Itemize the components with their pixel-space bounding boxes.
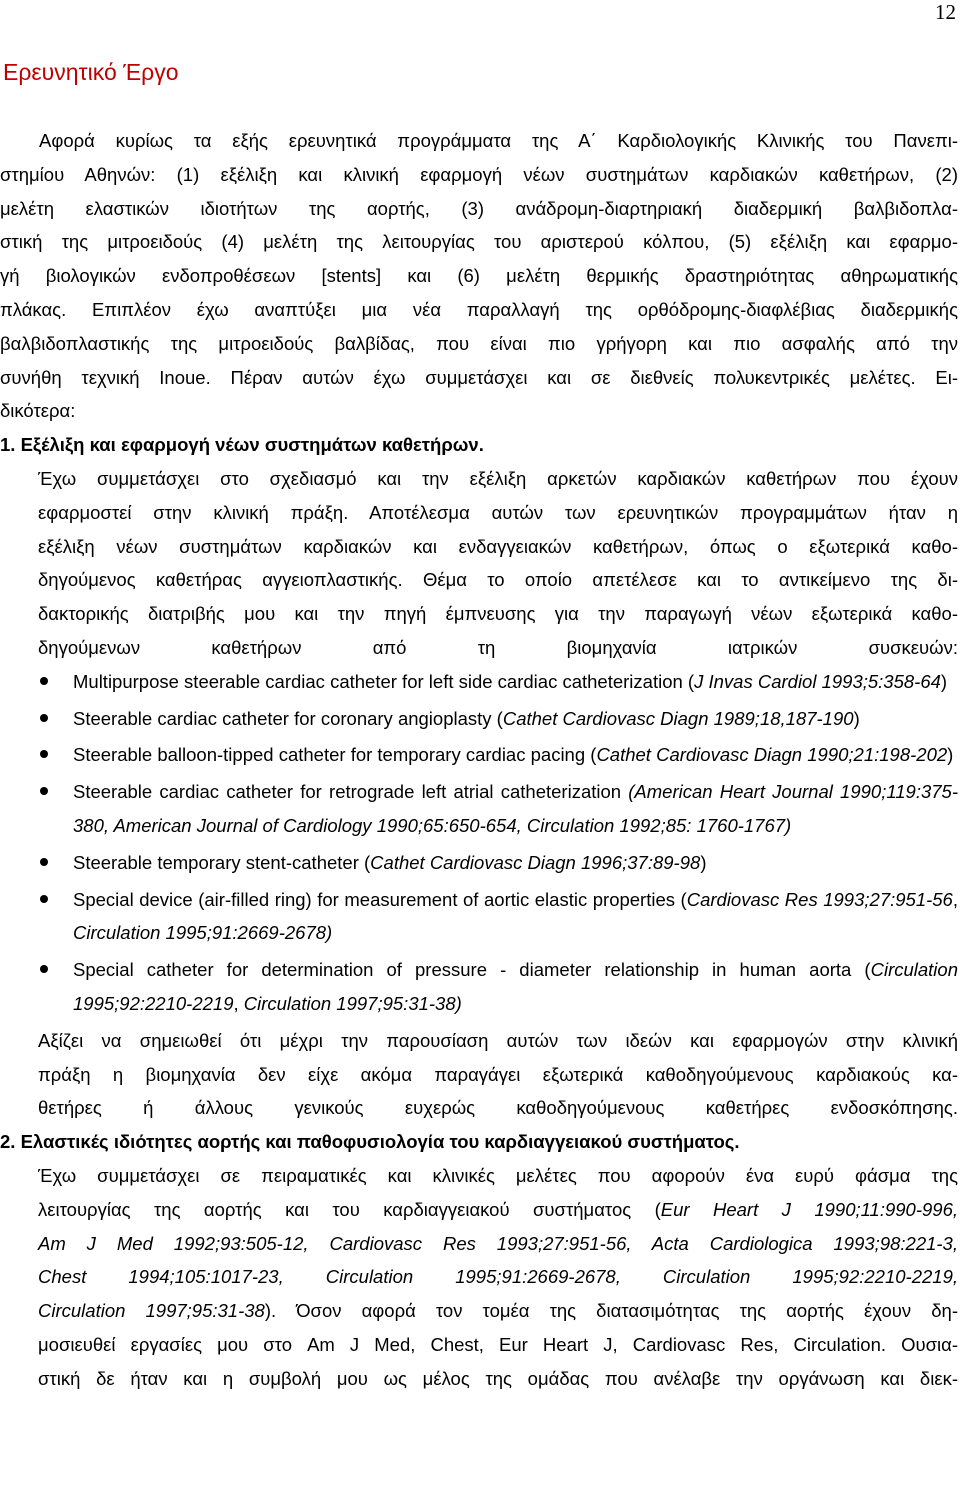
text-line: στημίου Αθηνών: (1) εξέλιξη και κλινική εφαρμογή νέων συστημάτων καρδιακών καθετήρων, (2) (0, 163, 958, 185)
list-item: Steerable temporary stent-catheter (Cathet Cardiovasc Diagn 1996;37:89-98) (0, 846, 958, 880)
list-item: Multipurpose steerable cardiac catheter for left side cardiac catheterization (J Invas Cardiol 1993;5:358-64) (0, 665, 958, 699)
text-line: γή βιολογικών ενδοπροθέσεων [stents] και (6) μελέτη θερμικής δραστηριότητας αθηρωματικής (0, 265, 958, 287)
text-line: θετήρες ή άλλους γενικούς ευχερώς καθοδηγούμενους καθετήρες ενδοσκόπησης. (38, 1097, 958, 1119)
text-line: Chest 1994;105:1017-23, Circulation 1995;91:2669-2678, Circulation 1995;92:2210-2219, (38, 1266, 958, 1288)
text-line: Έχω συμμετάσχει στο σχεδιασμό και την εξέλιξη αρκετών καρδιακών καθετήρων που έχουν (38, 467, 958, 489)
document-body (0, 124, 958, 1395)
page-title: Ερευνητικό Έργο (3, 59, 179, 85)
text-line: δηγούμενων καθετήρων από τη βιομηχανία ιατρικών συσκευών: (38, 636, 958, 658)
page-number: 12 (935, 0, 956, 24)
section-2-heading: 2. Ελαστικές ιδιότητες αορτής και παθοφυσιολογία του καρδιαγγειακού συστήματος. (0, 1131, 740, 1153)
list-item: Steerable cardiac catheter for retrograde left atrial catheterization (American Heart Journal 1990;119:375-380, American Journal of Cardiology 1990;65:650-654, Circulation 1992;85: 1760-1767) (0, 775, 958, 843)
text-line: βαλβιδοπλαστικής της μιτροειδούς βαλβίδας, που είναι πιο γρήγορη και πιο ασφαλής από την (0, 332, 958, 354)
bullet-icon (40, 965, 48, 973)
text-line: Circulation 1997;95:31-38). Όσον αφορά τον τομέα της διατασιμότητας της αορτής έχουν δη- (38, 1300, 958, 1322)
text-line: πλάκας. Επιπλέον έχω αναπτύξει μια νέα παραλλαγή της ορθόδρομης-διαφλέβιας διαδερμικής (0, 298, 958, 320)
intro-paragraph (0, 124, 958, 158)
text-line: Am J Med 1992;93:505-12, Cardiovasc Res 1993;27:951-56, Acta Cardiologica 1993;98:221-3, (38, 1232, 958, 1254)
bullet-icon (40, 895, 48, 903)
text-line: δικότερα: (0, 400, 76, 422)
text-line: μοσιευθεί εργασίες μου στο Am J Med, Chest, Eur Heart J, Cardiovasc Res, Circulation. Ουσια- (38, 1333, 958, 1355)
section-1-closing (0, 1024, 958, 1125)
text-line: στική δε ήταν και η συμβολή μου ως μέλος της ομάδας που ανέλαβε την οργάνωση και διεκ- (38, 1367, 958, 1389)
bullet-icon (40, 677, 48, 685)
text-line: εξέλιξη νέων συστημάτων καρδιακών και ενδαγγειακών καθετήρων, όπως ο εξωτερικά καθο- (38, 535, 958, 557)
section-2-paragraph (0, 1159, 958, 1396)
text-line: λειτουργίας της αορτής και του καρδιαγγειακού συστήματος (Eur Heart J 1990;11:990-996, (38, 1198, 959, 1220)
bullet-icon (40, 787, 48, 795)
section-1-heading: 1. Εξέλιξη και εφαρμογή νέων συστημάτων καθετήρων. (0, 434, 484, 456)
catheter-list (0, 665, 958, 1021)
text-line: πράξη η βιομηχανία δεν είχε ακόμα παραγάγει εξωτερικά καθοδηγούμενους καρδιακούς κα- (38, 1063, 958, 1085)
text-line: δηγούμενος καθετήρας αγγειοπλαστικής. Θέμα το οποίο απετέλεσε και το αντικείμενο της δι- (38, 569, 958, 591)
list-item: Steerable cardiac catheter for coronary angioplasty (Cathet Cardiovasc Diagn 1989;18,187-190) (0, 702, 958, 736)
list-item: Steerable balloon-tipped catheter for temporary cardiac pacing (Cathet Cardiovasc Diagn 1990;21:198-202) (0, 738, 958, 772)
text-line: Αξίζει να σημειωθεί ότι μέχρι την παρουσίαση αυτών των ιδεών και εφαρμογών στην κλινική (38, 1029, 958, 1051)
bullet-icon (40, 858, 48, 866)
text-line: εφαρμοστεί στην κλινική πράξη. Αποτέλεσμα αυτών των ερευνητικών προγραμμάτων ήταν η (38, 501, 958, 523)
text-line: συνήθη τεχνική Inoue. Πέραν αυτών έχω συμμετάσχει και σε διεθνείς πολυκεντρικές μελέτες. Ει- (0, 366, 958, 388)
text-line: Έχω συμμετάσχει σε πειραματικές και κλινικές μελέτες που αφορούν ένα ευρύ φάσμα της (38, 1164, 958, 1186)
section-1-paragraph (0, 462, 958, 665)
list-item: Special catheter for determination of pressure - diameter relationship in human aorta (Circulation 1995;92:2210-2219, Circulation 1997;95:31-38) (0, 953, 958, 1021)
text-line: Αφορά κυρίως τα εξής ερευνητικά προγράμματα της Α΄ Καρδιολογικής Κλινικής του Πανεπι- (39, 130, 958, 151)
text-line: στική της μιτροειδούς (4) μελέτη της λειτουργίας του αριστερού κόλπου, (5) εξέλιξη και εφαρμο- (0, 231, 958, 253)
text-line: δακτορικής διατριβής μου και την πηγή έμπνευσης για την παραγωγή νέων εξωτερικά καθο- (38, 603, 958, 625)
bullet-icon (40, 714, 48, 722)
text-line: μελέτη ελαστικών ιδιοτήτων της αορτής, (3) ανάδρομη-διαρτηριακή διαδερμική βαλβιδοπλα- (0, 197, 958, 219)
list-item: Special device (air-filled ring) for measurement of aortic elastic properties (Cardiovasc Res 1993;27:951-56, Circulation 1995;91:2669-2678) (0, 883, 958, 951)
bullet-icon (40, 750, 48, 758)
